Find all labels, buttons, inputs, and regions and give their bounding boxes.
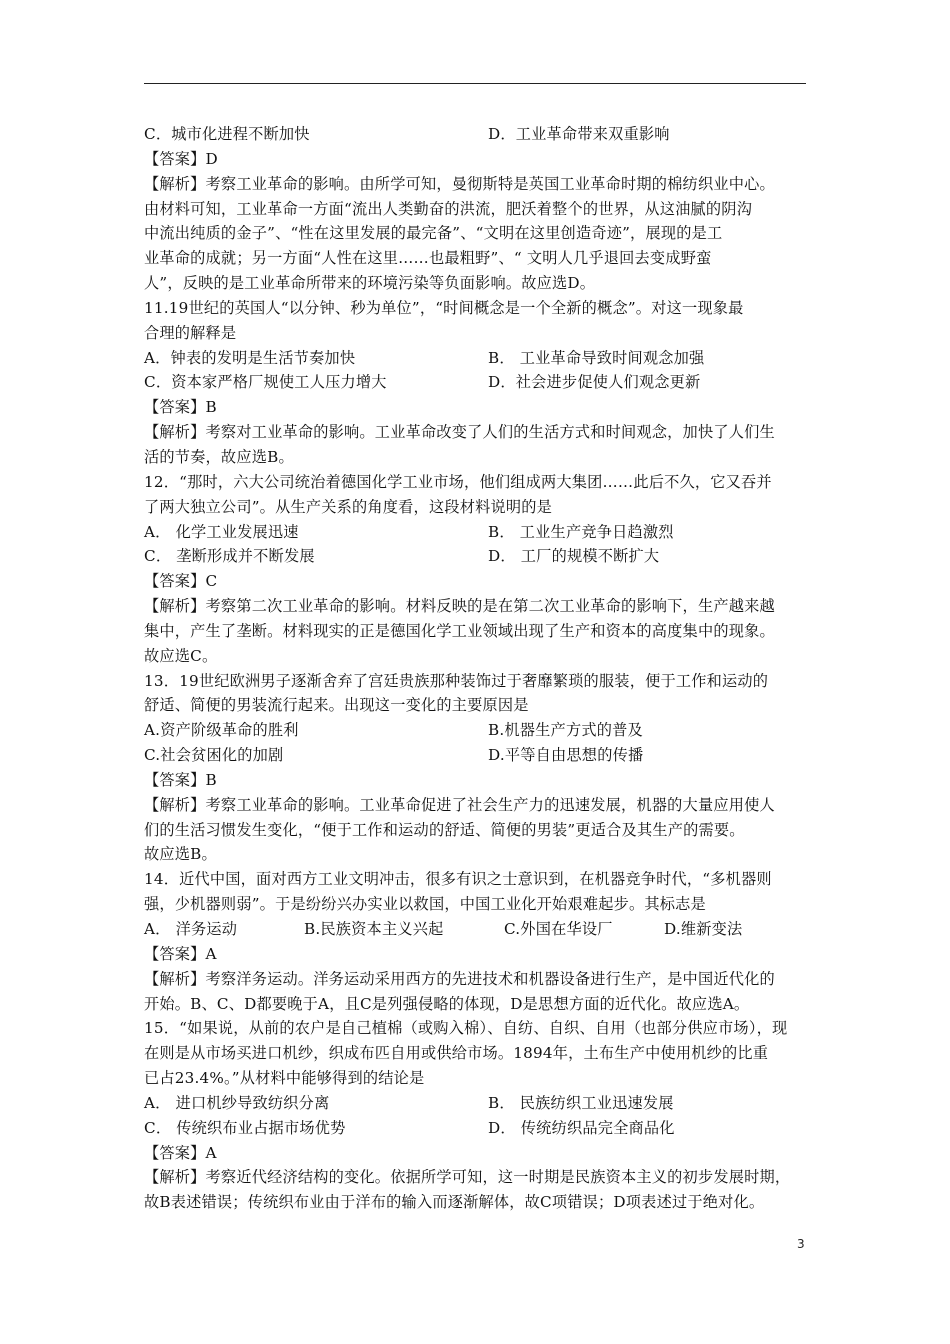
q11-analysis-line: 活的节奏，故应选B。: [144, 447, 294, 466]
q12-options-row: [144, 520, 808, 545]
q11-option-c: C．资本家严格厂规使工人压力增大: [144, 373, 387, 392]
q11-option-a: A．钟表的发明是生活节奏加快: [144, 348, 356, 367]
q11-options-row: [144, 370, 808, 395]
header-rule: [144, 83, 806, 84]
q13-option-d: D.平等自由思想的传播: [488, 746, 644, 765]
q15-option-a: A． 进口机纱导致纺织分离: [144, 1093, 330, 1112]
q11-option-b: B． 工业革命导致时间观念加强: [488, 348, 705, 367]
q11-option-d: D．社会进步促使人们观念更新: [488, 373, 701, 392]
q11-stem-line: 合理的解释是: [144, 323, 237, 342]
q13-option-b: B.机器生产方式的普及: [488, 721, 643, 740]
q15-option-c: C． 传统织布业占据市场优势: [144, 1118, 346, 1137]
q13-stem-line: 舒适、简便的男装流行起来。出现这一变化的主要原因是: [144, 696, 529, 715]
q12-stem-line: 了两大独立公司”。从生产关系的角度看，这段材料说明的是: [144, 497, 553, 516]
q15-options-row: [144, 1091, 808, 1116]
q14-answer: 【答案】A: [144, 944, 217, 963]
q12-option-b: B． 工业生产竞争日趋激烈: [488, 522, 674, 541]
q11-stem-line: 11.19世纪的英国人“以分钟、秒为单位”，“时间概念是一个全新的概念”。对这一现象最: [144, 298, 744, 317]
q13-analysis-line: 故应选B。: [144, 845, 217, 864]
q10-options: [144, 122, 808, 147]
q14-analysis-line: 【解析】考察洋务运动。洋务运动采用西方的先进技术和机器设备进行生产，是中国近代化的: [144, 969, 775, 988]
q10-analysis-line: 【解析】考察工业革命的影响。由所学可知，曼彻斯特是英国工业革命时期的棉纺织业中心。: [144, 174, 775, 193]
q15-analysis-line: 故B表述错误；传统织布业由于洋布的输入而逐渐解体，故C项错误；D项表述过于绝对化。: [144, 1193, 765, 1212]
q12-analysis-line: 故应选C。: [144, 646, 218, 665]
q10-analysis-line: 中流出纯质的金子”、“性在这里发展的最完备”、“文明在这里创造奇迹”，展现的是工: [144, 224, 723, 243]
q13-option-a: A.资产阶级革命的胜利: [144, 721, 299, 740]
q14-option-a: A． 洋务运动: [144, 920, 238, 938]
q13-options-row: [144, 743, 808, 768]
q13-options-row: [144, 718, 808, 743]
q12-stem-line: 12．“那时，六大公司统治着德国化学工业市场，他们组成两大集团……此后不久，它又吞并: [144, 472, 772, 491]
q15-option-d: D． 传统纺织品完全商品化: [488, 1118, 675, 1137]
q15-stem-line: 已占23.4%。”从材料中能够得到的结论是: [144, 1069, 425, 1088]
q14-option-c: C.外国在华设厂: [504, 920, 613, 938]
q11-answer: 【答案】B: [144, 398, 217, 417]
q15-answer: 【答案】A: [144, 1143, 217, 1162]
q13-answer: 【答案】B: [144, 770, 217, 789]
q13-analysis-line: 们的生活习惯发生变化，“便于工作和运动的舒适、简便的男装”更适合及其生产的需要。: [144, 820, 745, 839]
q15-options-row: [144, 1116, 808, 1141]
q15-option-b: B． 民族纺织工业迅速发展: [488, 1093, 674, 1112]
q10-analysis-line: 由材料可知，工业革命一方面“流出人类勤奋的洪流，肥沃着整个的世界，从这油腻的阴沟: [144, 199, 753, 218]
q10-analysis-line: 人”，反映的是工业革命所带来的环境污染等负面影响。故应选D。: [144, 274, 596, 293]
q13-stem-line: 13．19世纪欧洲男子逐渐舍弃了宫廷贵族那种装饰过于奢靡繁琐的服装，便于工作和运动的: [144, 671, 769, 690]
q11-options-row: [144, 346, 808, 371]
q14-stem-line: 强，少机器则弱”。于是纷纷兴办实业以救国，中国工业化开始艰难起步。其标志是: [144, 895, 706, 914]
page-content: [144, 122, 808, 1215]
q14-analysis-line: 开始。B、C、D都要晚于A，且C是列强侵略的体现，D是思想方面的近代化。故应选A。: [144, 994, 750, 1013]
q10-option-c: C．城市化进程不断加快: [144, 125, 310, 143]
q15-stem-line: 在则是从市场买进口机纱，织成布匹自用或供给市场。1894年，土布生产中使用机纱的比重: [144, 1044, 769, 1063]
q12-analysis-line: 【解析】考察第二次工业革命的影响。材料反映的是在第二次工业革命的影响下，生产越来越: [144, 597, 775, 616]
page-number: 3: [797, 1237, 805, 1251]
q14-option-d: D.维新变法: [664, 920, 743, 938]
q15-analysis-line: 【解析】考察近代经济结构的变化。依据所学可知，这一时期是民族资本主义的初步发展时期，: [144, 1168, 791, 1187]
q10-option-d: D．工业革命带来双重影响: [488, 125, 670, 143]
q12-options-row: [144, 544, 808, 569]
q10-analysis-line: 业革命的成就；另一方面“人性在这里……也最粗野”、“ 文明人几乎退回去变成野蛮: [144, 249, 712, 268]
q15-stem-line: 15．“如果说，从前的农户是自己植棉（或购入棉）、自纺、自织、自用（也部分供应市场），现: [144, 1019, 788, 1038]
q12-option-c: C． 垄断形成并不断发展: [144, 547, 315, 566]
q12-analysis-line: 集中，产生了垄断。材料现实的正是德国化学工业领域出现了生产和资本的高度集中的现象。: [144, 621, 775, 640]
q13-analysis-line: 【解析】考察工业革命的影响。工业革命促进了社会生产力的迅速发展，机器的大量应用使人: [144, 795, 775, 814]
q14-option-b: B.民族资本主义兴起: [304, 920, 444, 938]
q14-stem-line: 14．近代中国，面对西方工业文明冲击，很多有识之士意识到，在机器竞争时代，“多机器则: [144, 870, 772, 889]
q12-answer: 【答案】C: [144, 572, 218, 591]
q14-options-row: [144, 917, 808, 942]
q12-option-a: A． 化学工业发展迅速: [144, 522, 299, 541]
q10-answer: 【答案】D: [144, 149, 218, 168]
q11-analysis-line: 【解析】考察对工业革命的影响。工业革命改变了人们的生活方式和时间观念，加快了人们生: [144, 423, 775, 442]
q12-option-d: D． 工厂的规模不断扩大: [488, 547, 660, 566]
q13-option-c: C.社会贫困化的加剧: [144, 746, 284, 765]
